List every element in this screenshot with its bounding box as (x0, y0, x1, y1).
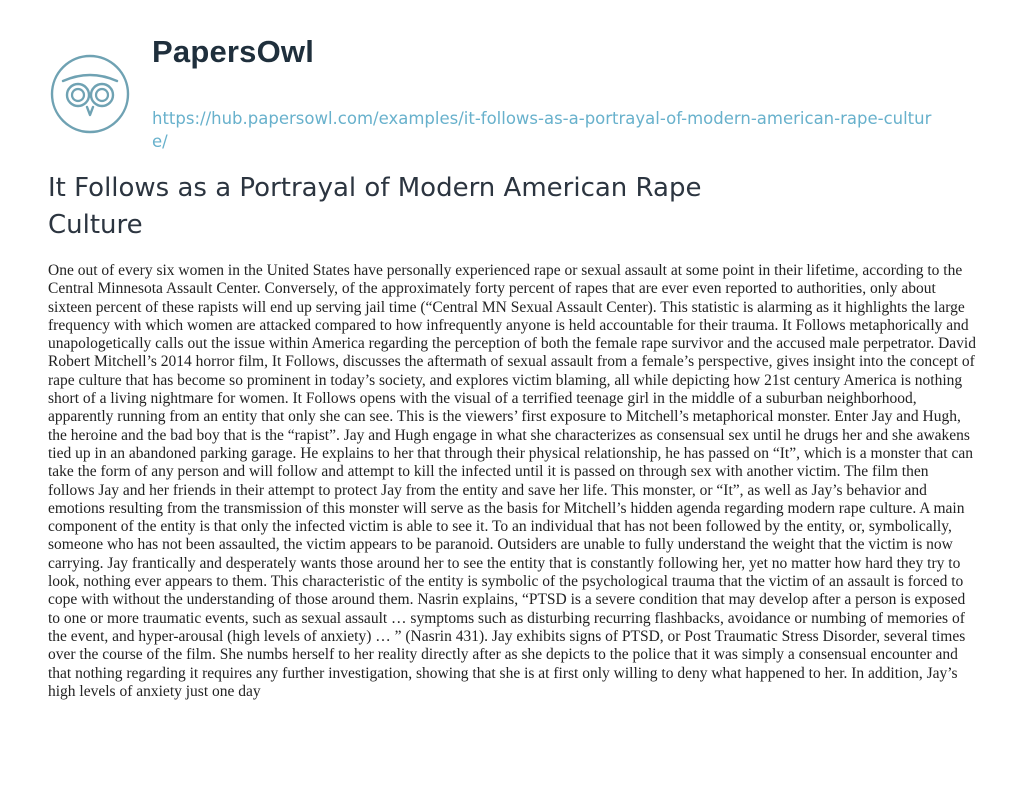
brand-name[interactable]: PapersOwl (152, 34, 315, 69)
article-title: It Follows as a Portrayal of Modern American Rape Culture (48, 173, 702, 240)
article-url-link[interactable]: https://hub.papersowl.com/examples/it-follows-as-a-portrayal-of-modern-american-rape-culture/ (152, 109, 932, 151)
article-body: One out of every six women in the United States have personally experienced rape or sexual assault at some point in their lifetime, according to the Central Minnesota Assault Center. Conversely, of the approximately forty percent of rapes that are ever even reported to authorities, only about sixteen percent of these rapists will end up serving jail time (“Central MN Sexual Assault Center). This statistic is alarming as it highlights the large frequency with which women are attacked compared to how infrequently anyone is held accountable for their trauma. It Follows metaphorically and unapologetically calls out the issue within America regarding the perception of both the female rape survivor and the accused male perpetrator. David Robert Mitchell’s 2014 horror film, It Follows, discusses the aftermath of sexual assault from a female’s perspective, gives insight into the concept of rape culture that has become so prominent in today’s society, and explores victim blaming, all while depicting how 21st century America is nothing short of a living nightmare for women. It Follows opens with the visual of a terrified teenage girl in the middle of a suburban neighborhood, apparently running from an entity that only she can see. This is the viewers’ first exposure to Mitchell’s metaphorical monster. Enter Jay and Hugh, the heroine and the bad boy that is the “rapist”. Jay and Hugh engage in what she characterizes as consensual sex until he drugs her and she awakens tied up in an abandoned parking garage. He explains to her that through their physical relationship, he has passed on “It”, which is a monster that can take the form of any person and will follow and attempt to kill the infected until it is passed on through sex with another victim. The film then follows Jay and her friends in their attempt to protect Jay from the entity and save her life. This monster, or “It”, as well as Jay’s behavior and emotions resulting from the transmission of this monster will serve as the basis for Mitchell’s hidden agenda regarding modern rape culture. A main component of the entity is that only the infected victim is able to see it. To an individual that has not been followed by the entity, or, symbolically, someone who has not been assaulted, the victim appears to be paranoid. Outsiders are unable to fully understand the weight that the victim is now carrying. Jay frantically and desperately wants those around her to see the entity that is constantly following her, yet no matter how hard they try to look, nothing ever appears to them. This characteristic of the entity is symbolic of the psychological trauma that the victim of an assault is forced to cope with without the understanding of those around them. Nasrin explains, “PTSD is a severe condition that may develop after a person is exposed to one or more traumatic events, such as sexual assault … symptoms such as disturbing recurring flashbacks, avoidance or numbing of memories of the event, and hyper-arousal (high levels of anxiety) … ” (Nasrin 431). Jay exhibits signs of PTSD, or Post Traumatic Stress Disorder, several times over the course of the film. She numbs herself to her reality directly after as she depicts to the police that it was simply a consensual encounter and that nothing regarding it requires any further investigation, showing that she is at first only willing to deny what happened to her. In addition, Jay’s high levels of anxiety just one day (48, 262, 976, 700)
owl-logo-icon[interactable] (50, 54, 130, 134)
site-header (40, 34, 984, 154)
